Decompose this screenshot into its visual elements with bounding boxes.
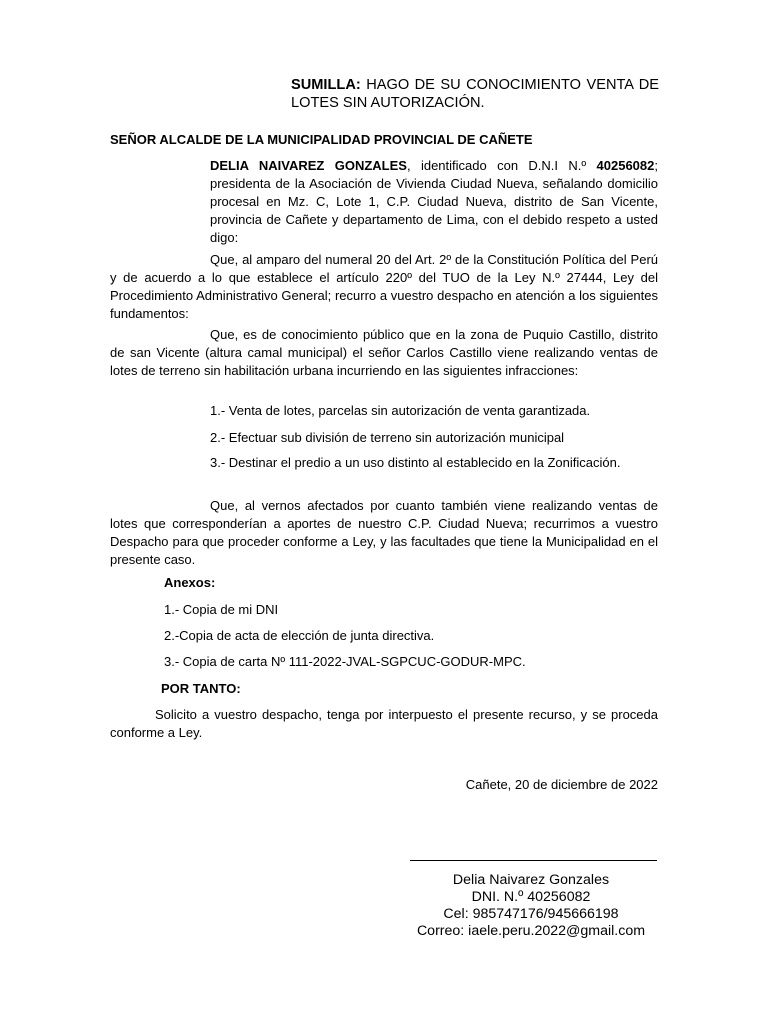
sumilla (291, 76, 659, 112)
paragraph-request-basis: Que, al vernos afectados por cuanto también viene realizando ventas de lotes que corresponderían a aportes de nuestro C.P. Ciudad Nueva; recurrimos a vuestro Despacho para que proceder conforme a Ley, y las facultades que tiene la Municipalidad en el presente caso. (110, 498, 658, 567)
annex-item: 2.-Copia de acta de elección de junta directiva. (164, 628, 435, 643)
intro-paragraph (210, 157, 658, 247)
annex-item: 3.- Copia de carta Nº 111-2022-JVAL-SGPCUC-GODUR-MPC. (164, 654, 526, 669)
applicant-dni: 40256082 (596, 158, 655, 173)
applicant-name: DELIA NAIVAREZ GONZALES (210, 158, 407, 173)
signer-name: Delia Naivarez Gonzales (452, 872, 610, 888)
closing-request: Solicito a vuestro despacho, tenga por interpuesto el presente recurso, y se proceda conforme a Ley. (110, 707, 658, 740)
paragraph-facts: Que, es de conocimiento público que en la zona de Puquio Castillo, distrito de san Vicente (altura camal municipal) el señor Carlos Castillo viene realizando ventas de lotes de terreno sin habilitación urbana incurriendo en las siguientes infracciones: (110, 327, 658, 378)
signer-email: Correo: iaele.peru.2022@gmail.com (416, 923, 646, 939)
signer-phone: Cel: 985747176/945666198 (443, 906, 619, 922)
signer-dni: DNI. N.º 40256082 (471, 889, 591, 905)
sumilla-label: SUMILLA: (291, 77, 361, 93)
infraction-item-3: 3.- Destinar el predio a un uso distinto al establecido en la Zonificación. (210, 455, 621, 470)
date-line: Cañete, 20 de diciembre de 2022 (465, 777, 658, 792)
addressee-heading: SEÑOR ALCALDE DE LA MUNICIPALIDAD PROVINCIAL DE CAÑETE (110, 132, 533, 147)
infraction-item-1: 1.- Venta de lotes, parcelas sin autorización de venta garantizada. (210, 403, 591, 418)
closing-title: POR TANTO: (161, 681, 241, 696)
signature-block (405, 872, 657, 940)
annex-item: 1.- Copia de mi DNI (164, 602, 279, 617)
infraction-item-2: 2.- Efectuar sub división de terreno sin autorización municipal (210, 430, 565, 445)
intro-rest: ; presidenta de la Asociación de Vivienda Ciudad Nueva, señalando domicilio procesal en Mz. C, Lote 1, C.P. Ciudad Nueva, distrito de San Vicente, provincia de Cañete y departamento de Lima, con el debido respeto a usted digo: (210, 158, 658, 245)
sumilla-text: HAGO DE SU CONOCIMIENTO VENTA DE LOTES SIN AUTORIZACIÓN. (291, 77, 659, 111)
signature-line (410, 860, 657, 861)
intro-id-text: , identificado con D.N.I N.º (406, 158, 597, 173)
annexes-title: Anexos: (164, 575, 216, 590)
paragraph-legal-basis: Que, al amparo del numeral 20 del Art. 2º de la Constitución Política del Perú y de acuerdo a lo que establece el artículo 220º del TUO de la Ley N.º 27444, Ley del Procedimiento Administrativo General; recurro a vuestro despacho en atención a los siguientes fundamentos: (110, 252, 658, 321)
